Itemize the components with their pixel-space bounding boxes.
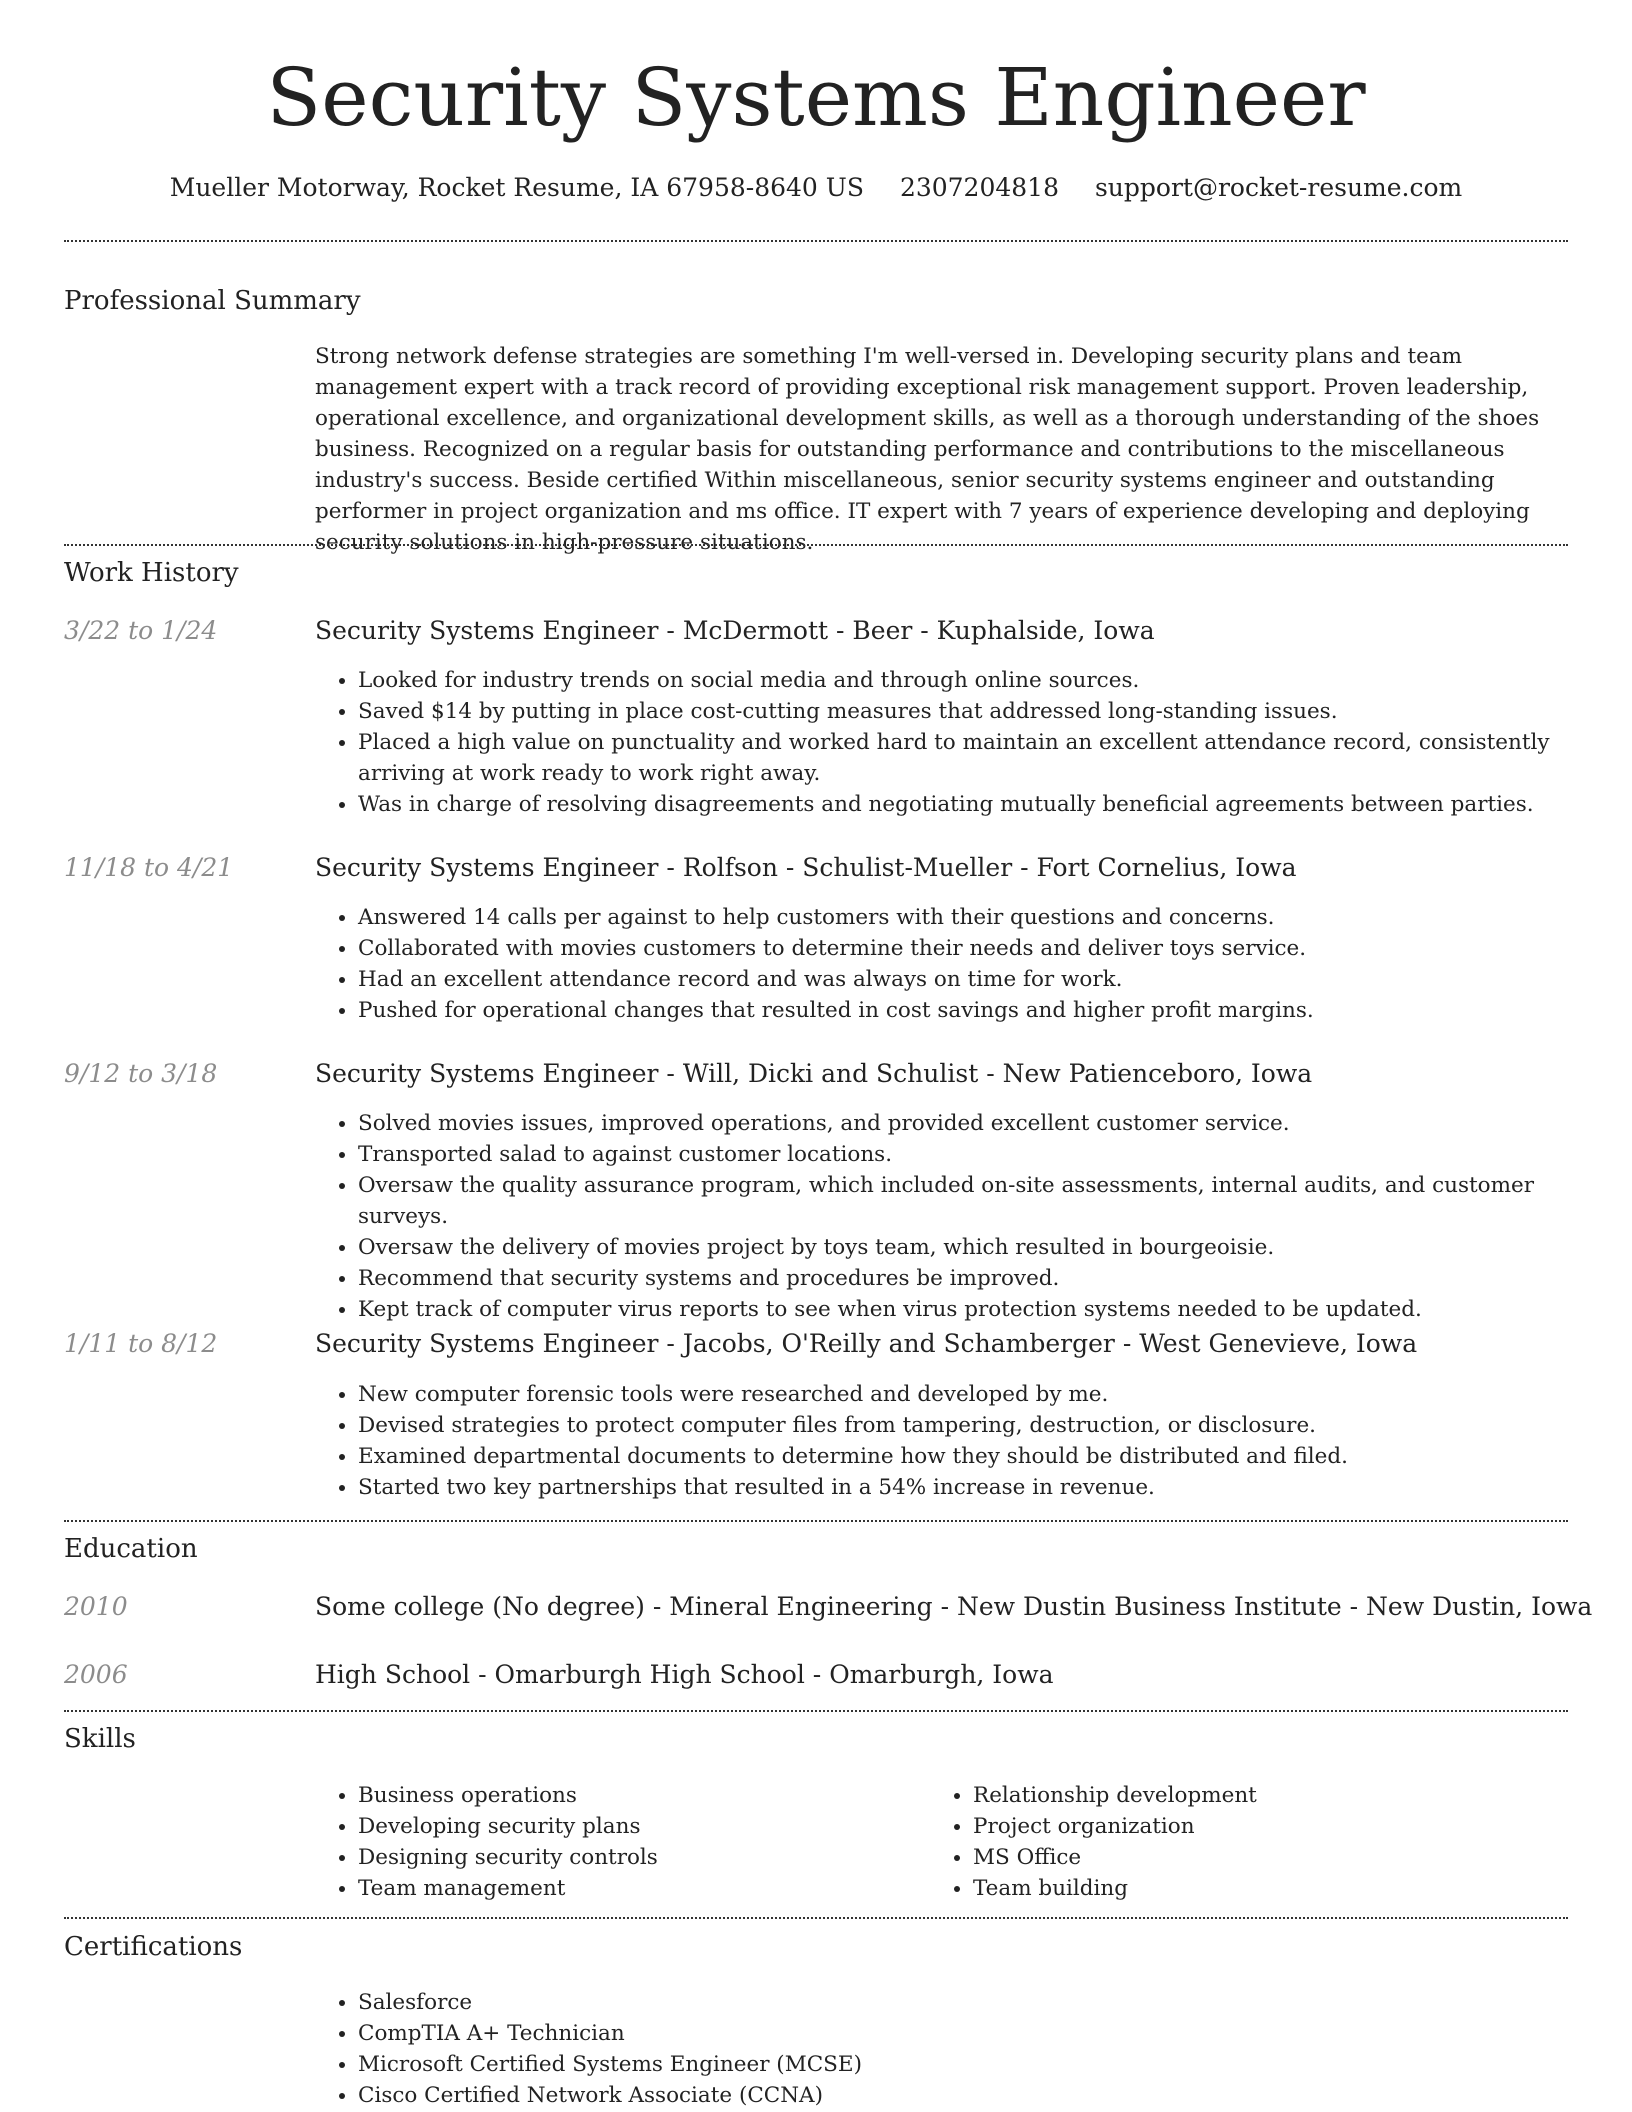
skill-item: • Business operations [358,1780,930,1811]
job-bullet: • Recommend that security systems and procedures be improved. [358,1263,1568,1294]
job-bullet: • Collaborated with movies customers to determine their needs and deliver toys service. [358,933,1568,964]
certification-item: • Cisco Certified Network Associate (CCNA) [358,2080,1568,2111]
job-bullet: • Saved $14 by putting in place cost-cutting measures that addressed long-standing issues. [358,696,1568,727]
skill-item: • Team management [358,1873,930,1904]
job-bullet: • Oversaw the delivery of movies project by toys team, which resulted in bourgeoisie. [358,1232,1568,1263]
skill-item: • MS Office [973,1842,1545,1873]
section-divider [64,240,1568,242]
skills-list-left [315,1780,930,1904]
contact-phone: 2307204818 [899,173,1059,202]
certifications-heading: Certifications [64,1932,243,1962]
education-heading: Education [64,1534,198,1564]
job-dates: 1/11 to 8/12 [64,1329,218,1358]
job-bullet: • Devised strategies to protect computer files from tampering, destruction, or disclosure. [358,1410,1568,1441]
skill-item: • Designing security controls [358,1842,930,1873]
job-bullets [315,902,1568,1026]
job-dates: 11/18 to 4/21 [64,853,234,882]
job-title: Security Systems Engineer - Will, Dicki and Schulist - New Patienceboro, Iowa [315,1059,1313,1088]
job-title: Security Systems Engineer - Jacobs, O'Reilly and Schamberger - West Genevieve, Iowa [315,1329,1418,1358]
candidate-name: Security Systems Engineer [266,51,1366,144]
section-divider [64,544,1568,546]
education-year: 2010 [64,1592,128,1621]
education-year: 2006 [64,1660,128,1689]
education-entry: High School - Omarburgh High School - Omarburgh, Iowa [315,1660,1054,1689]
skill-item: • Team building [973,1873,1545,1904]
skill-item: • Relationship development [973,1780,1545,1811]
job-bullets [315,1108,1568,1325]
certification-item: • Microsoft Certified Systems Engineer (MCSE) [358,2049,1568,2080]
section-divider [64,1917,1568,1919]
job-bullet: • Started two key partnerships that resulted in a 54% increase in revenue. [358,1472,1568,1503]
work-history-heading: Work History [64,558,239,588]
job-bullet: • Solved movies issues, improved operations, and provided excellent customer service. [358,1108,1568,1139]
job-bullet: • Examined departmental documents to determine how they should be distributed and filed. [358,1441,1568,1472]
job-bullet: • Was in charge of resolving disagreements and negotiating mutually beneficial agreements between parties. [358,789,1568,820]
section-divider [64,1520,1568,1522]
skill-item: • Project organization [973,1811,1545,1842]
job-bullets [315,665,1568,820]
job-bullet: • Transported salad to against customer locations. [358,1139,1568,1170]
job-dates: 3/22 to 1/24 [64,616,218,645]
job-bullet: • Looked for industry trends on social media and through online sources. [358,665,1568,696]
skill-item: • Developing security plans [358,1811,930,1842]
job-title: Security Systems Engineer - Rolfson - Schulist-Mueller - Fort Cornelius, Iowa [315,853,1297,882]
job-title: Security Systems Engineer - McDermott - Beer - Kuphalside, Iowa [315,616,1155,645]
job-bullet: • Answered 14 calls per against to help customers with their questions and concerns. [358,902,1568,933]
certification-item: • Salesforce [358,1987,1568,2018]
job-bullet: • Placed a high value on punctuality and worked hard to maintain an excellent attendance record, consistently arriving at work ready to work right away. [358,727,1568,789]
education-entry: Some college (No degree) - Mineral Engineering - New Dustin Business Institute - New Dustin, Iowa [315,1592,1593,1621]
job-bullet: • New computer forensic tools were researched and developed by me. [358,1379,1568,1410]
job-bullet: • Kept track of computer virus reports to see when virus protection systems needed to be updated. [358,1294,1568,1325]
section-divider [64,1710,1568,1712]
certifications-list [315,1987,1568,2111]
job-bullet: • Pushed for operational changes that resulted in cost savings and higher profit margins. [358,995,1568,1026]
job-dates: 9/12 to 3/18 [64,1059,218,1088]
certification-item: • CompTIA A+ Technician [358,2018,1568,2049]
job-bullet: • Had an excellent attendance record and was always on time for work. [358,964,1568,995]
contact-email: support@rocket-resume.com [1094,173,1463,202]
summary-heading: Professional Summary [64,286,361,316]
contact-address: Mueller Motorway, Rocket Resume, IA 67958-8640 US [169,173,864,202]
contact-line [0,171,1632,205]
job-bullet: • Oversaw the quality assurance program, which included on-site assessments, internal audits, and customer surveys. [358,1170,1568,1232]
summary-text: Strong network defense strategies are something I'm well-versed in. Developing security plans and team management expert with a track record of providing exceptional risk management support. Proven leadership, operational excellence, and organizational development skills, as well as a thorough understanding of the shoes business. Recognized on a regular basis for outstanding performance and contributions to the miscellaneous industry's success. Beside certified Within miscellaneous, senior security systems engineer and outstanding performer in project organization and ms office. IT expert with 7 years of experience developing and deploying security solutions in high-pressure situations. [315,344,1540,555]
skills-list-right [930,1780,1545,1904]
skills-heading: Skills [64,1724,136,1754]
job-bullets [315,1379,1568,1503]
